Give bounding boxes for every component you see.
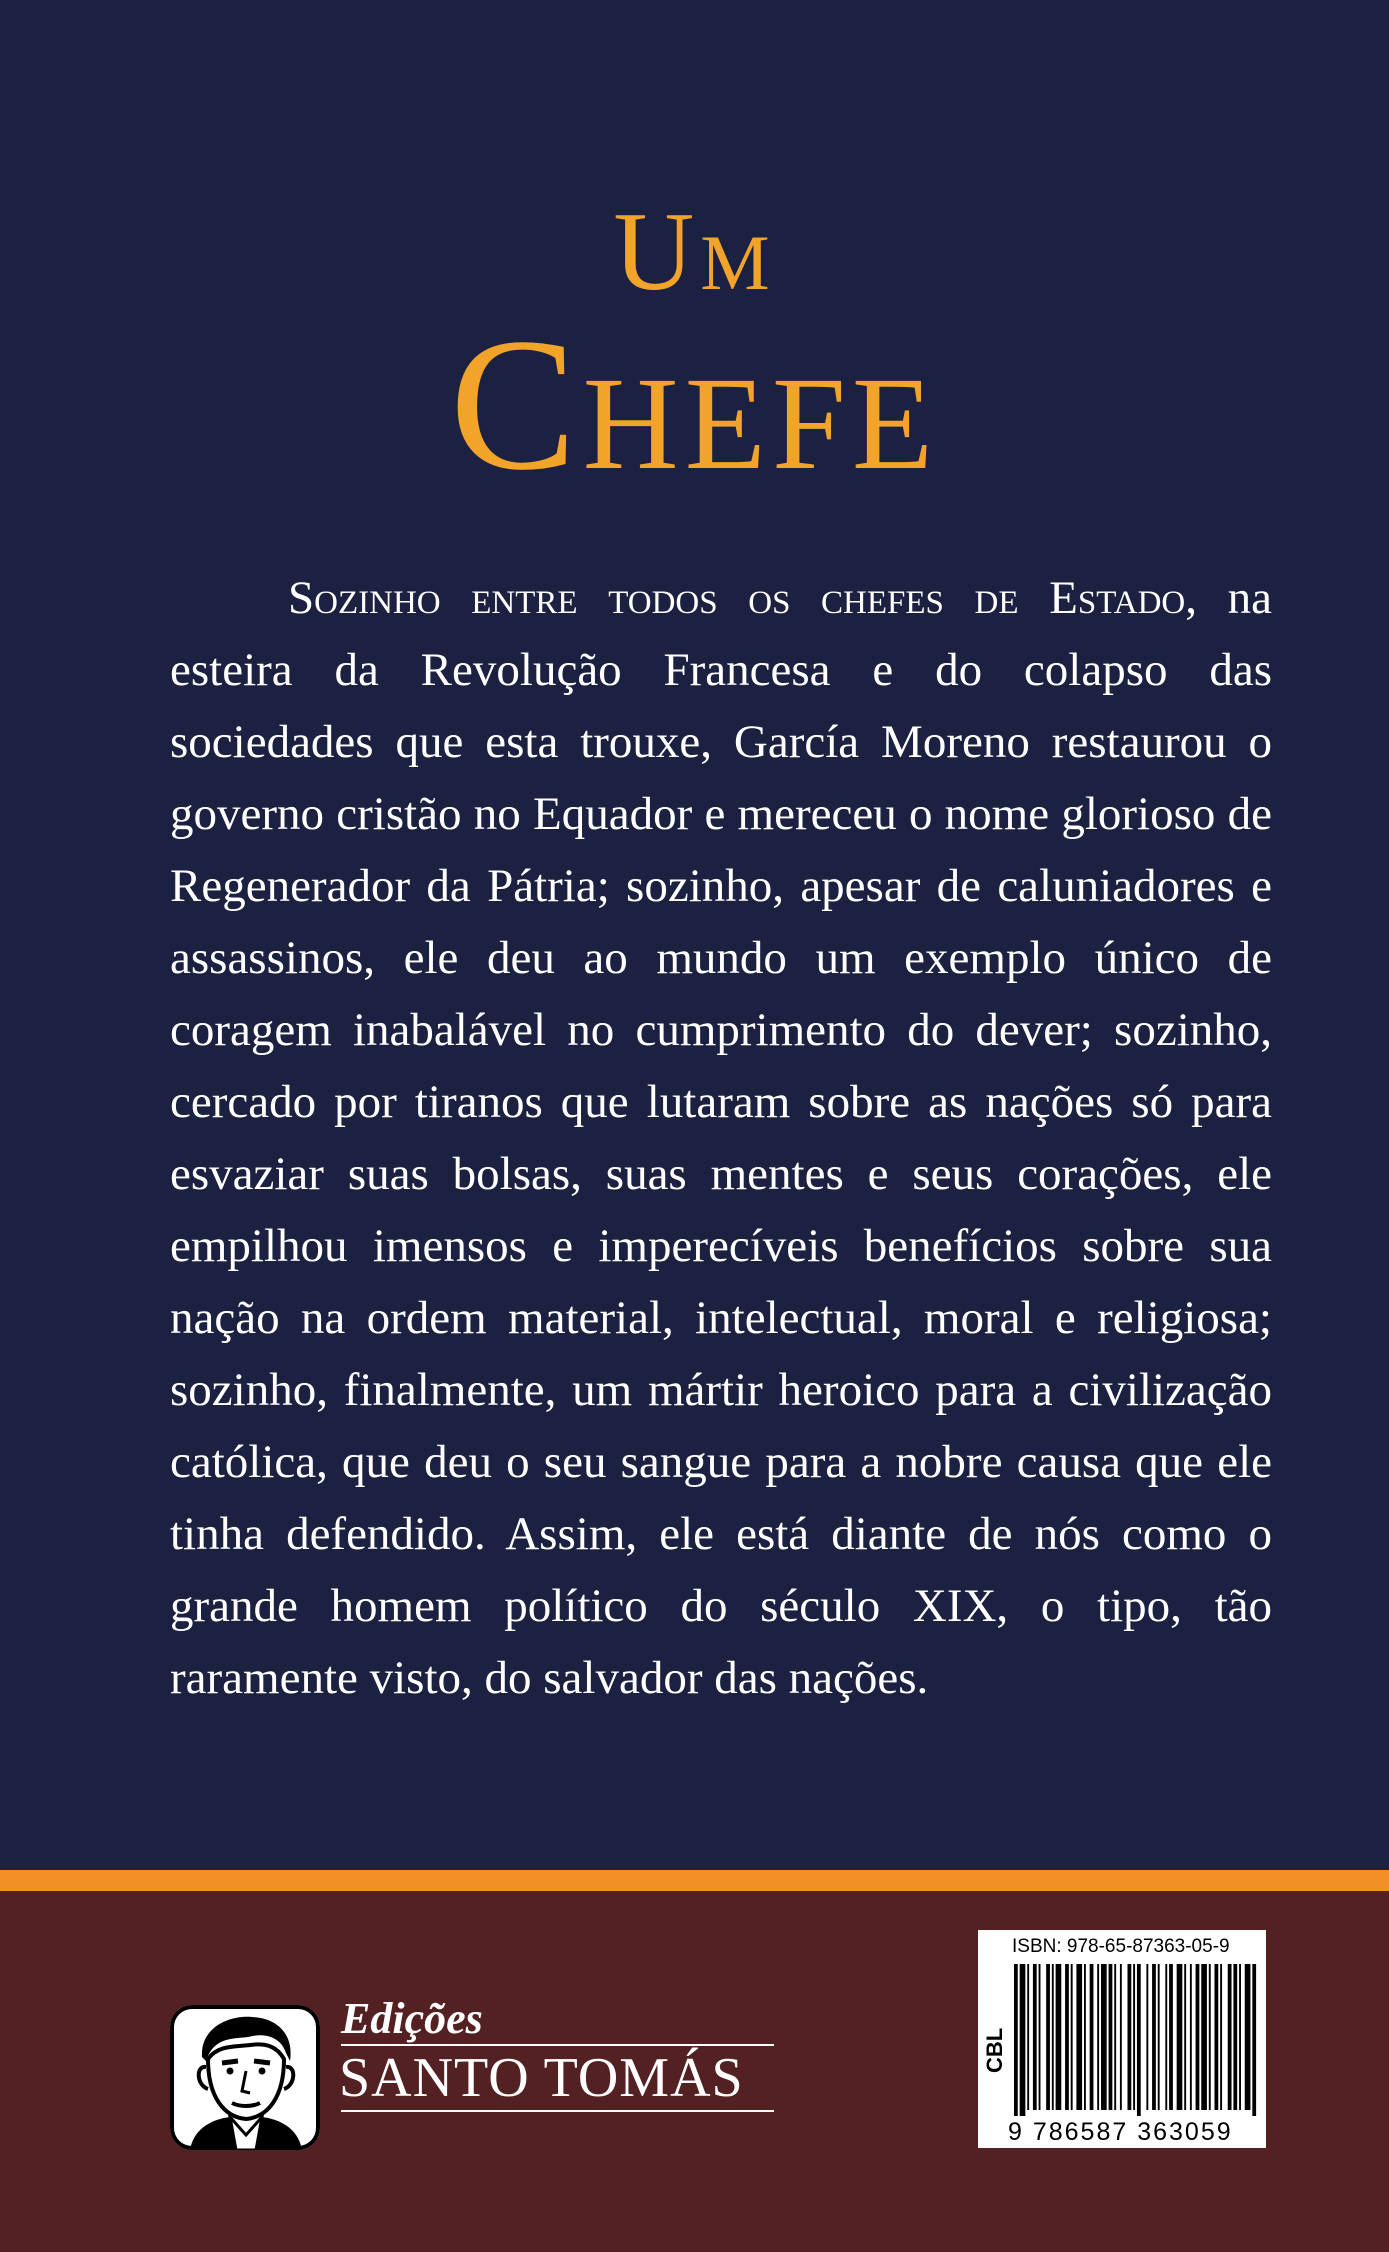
publisher-name-line-1: Edições (341, 1994, 483, 2043)
barcode-bar (1152, 1964, 1156, 2110)
portrait-icon (170, 2005, 320, 2150)
barcode-bar (1177, 1964, 1183, 2110)
barcode-bar (1039, 1964, 1041, 2110)
barcode-bar (1020, 1964, 1026, 2116)
barcode-panel (978, 1930, 1266, 2148)
barcode-bars (1014, 1964, 1258, 2116)
barcode-bar (1196, 1964, 1200, 2110)
blurb-lead: Sozinho entre todos os chefes de Estado, (288, 572, 1197, 624)
blurb-paragraph (170, 562, 1272, 1714)
orange-band (0, 1870, 1389, 1891)
isbn-label: ISBN: 978-65-87363-05-9 (1012, 1936, 1230, 1957)
barcode-bar (1033, 1964, 1037, 2110)
publisher-name-line-2: SANTO TOMÁS (339, 2047, 744, 2109)
publisher-logo (170, 2005, 320, 2150)
barcode-bar (1228, 1964, 1232, 2110)
publisher-rule-bottom (341, 2110, 774, 2112)
barcode-bar (1233, 1964, 1237, 2110)
barcode-bar (1097, 1964, 1099, 2110)
publisher-rule-top (341, 2044, 774, 2046)
barcode-bar (1133, 1964, 1135, 2110)
barcode-bar (1027, 1964, 1029, 2110)
barcode-bar (1071, 1964, 1073, 2110)
barcode-bar (1239, 1964, 1241, 2110)
barcode-bar (1215, 1964, 1219, 2110)
barcode-bar (1120, 1964, 1122, 2110)
barcode-bar (1220, 1964, 1222, 2110)
title-line-2: Chefe (449, 300, 940, 510)
blurb-body: na esteira da Revolução Francesa e do colapso das sociedades que esta trouxe, García Moreno restaurou o governo cristão no Equador e mereceu o nome glorioso de Regenerador da Pátria; sozinho, apesar de caluniadores e assassinos, ele deu ao mundo um exemplo único de coragem inabalável no cumprimento do dever; sozinho, cercado por tiranos que lutaram sobre as nações só para esvaziar suas bolsas, suas mentes e seus corações, ele empilhou imensos e imperecíveis benefícios sobre sua nação na ordem material, intelectual, moral e religiosa; sozinho, finalmente, um mártir heroico para a civilização católica, que deu o seu sangue para a nobre causa que ele tinha defendido. Assim, ele está diante de nós como o grande homem político do século XIX, o tipo, tão raramente visto, do salvador das nações. (170, 572, 1273, 1704)
barcode-bar (1065, 1964, 1069, 2110)
barcode-bar (1209, 1964, 1211, 2110)
barcode-bar (1056, 1964, 1062, 2110)
barcode-bar (1169, 1964, 1173, 2110)
barcode-bar (1084, 1964, 1086, 2110)
barcode-bar (1252, 1964, 1256, 2116)
barcode-bar (1090, 1964, 1094, 2110)
barcode-bar (1052, 1964, 1054, 2110)
barcode-bar (1114, 1964, 1116, 2110)
barcode-bar (1014, 1964, 1018, 2116)
barcode-bar (1146, 1964, 1148, 2110)
barcode-bar (1076, 1964, 1082, 2110)
barcode-bar (1165, 1964, 1167, 2110)
title-line-1: Um (613, 190, 776, 314)
barcode-bar (1184, 1964, 1186, 2110)
barcode-bar (1190, 1964, 1192, 2110)
barcode-bar (1158, 1964, 1160, 2110)
barcode-bar (1137, 1964, 1141, 2116)
barcode-bar (1101, 1964, 1107, 2110)
barcode-bar (1245, 1964, 1251, 2110)
barcode-bar (1046, 1964, 1050, 2110)
barcode-digits: 9 786587 363059 (1008, 2118, 1233, 2146)
barcode-bar (1127, 1964, 1131, 2110)
barcode-bar (1201, 1964, 1207, 2110)
barcode-bar (1109, 1964, 1113, 2110)
cbl-mark: CBL (982, 2027, 1007, 2073)
